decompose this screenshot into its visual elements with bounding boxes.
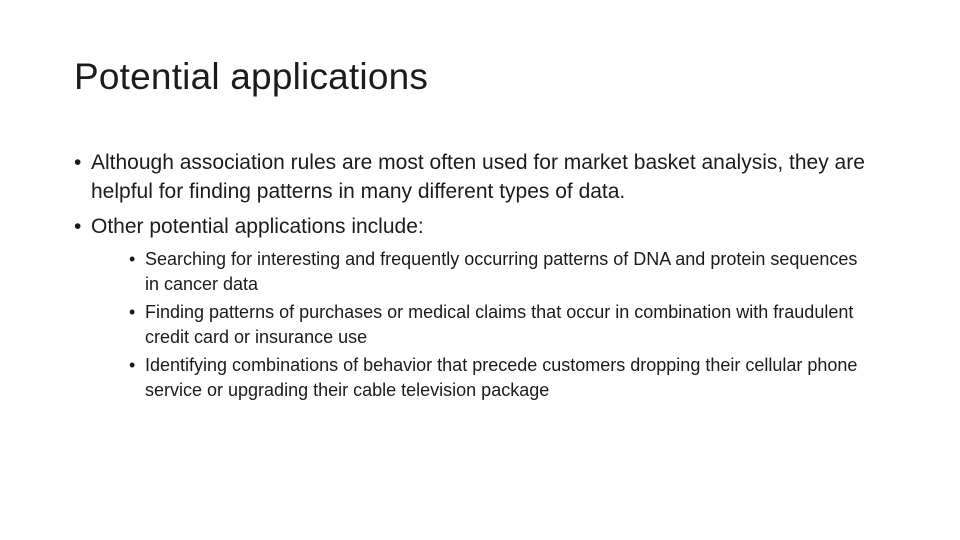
sub-bullet-item [129,247,874,297]
slide-title: Potential applications [74,56,429,97]
sub-bullet-item [129,353,874,403]
bullet-dot-icon: • [129,302,136,322]
sub-bullet-list [129,247,874,403]
sub-bullet-text: Identifying combinations of behavior that precede customers dropping their cellular phone service or upgrading their cable television package [145,355,858,400]
bullet-text: Although association rules are most often used for market basket analysis, they are helpful for finding patterns in many different types of data. [91,151,865,203]
bullet-item [74,212,874,403]
slide-body [74,148,874,409]
bullet-text: Other potential applications include: [91,215,424,238]
sub-bullet-text: Searching for interesting and frequently occurring patterns of DNA and protein sequences in cancer data [145,249,858,294]
bullet-item [74,148,874,206]
bullet-dot-icon: • [129,249,136,269]
bullet-dot-icon: • [74,151,82,174]
sub-bullet-item [129,300,874,350]
sub-bullet-text: Finding patterns of purchases or medical claims that occur in combination with fraudulent credit card or insurance use [145,302,854,347]
bullet-dot-icon: • [129,355,136,375]
bullet-dot-icon: • [74,215,82,238]
